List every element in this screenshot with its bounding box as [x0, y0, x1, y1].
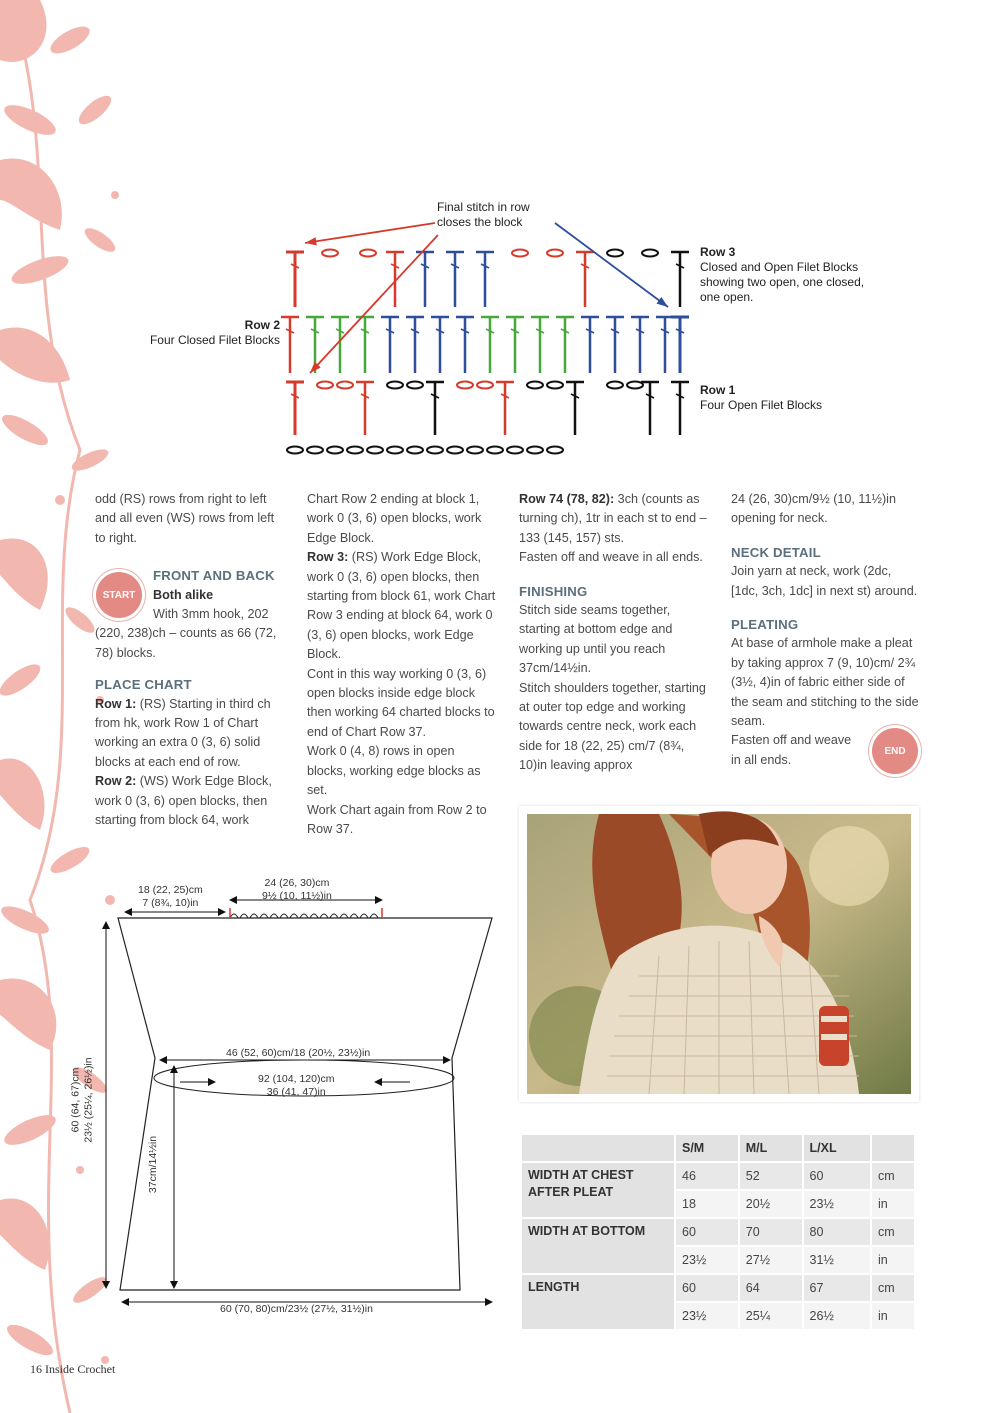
chain-stitch: [467, 447, 483, 454]
table-row: [522, 1275, 914, 1301]
size-table: [520, 1133, 916, 1331]
table-cell: 25¼: [740, 1303, 802, 1329]
page-number: 16: [30, 1362, 42, 1376]
size-header: S/M: [676, 1135, 738, 1161]
page-footer: [30, 1362, 115, 1377]
side-seam-dimension: 37cm/14½in: [147, 1135, 160, 1194]
chain-stitch: [407, 382, 423, 389]
circumference-dimension: 92 (104, 120)cm 36 (41, 47)in: [258, 1073, 335, 1098]
chain-stitch: [317, 382, 333, 389]
table-cell: 23½: [804, 1191, 870, 1217]
finishing-heading: FINISHING: [519, 583, 588, 599]
table-cell: 80: [804, 1219, 870, 1245]
chain-stitch: [607, 250, 623, 257]
chain-stitch: [607, 382, 623, 389]
chain-stitch: [327, 447, 343, 454]
chain-stitch: [407, 447, 423, 454]
intro-text: odd (RS) rows from right to left and all even (WS) rows from left to right.: [95, 492, 275, 545]
table-cell: 27½: [740, 1247, 802, 1273]
chain-stitch: [367, 447, 383, 454]
text-column-2: [307, 490, 497, 839]
table-cell: 18: [676, 1191, 738, 1217]
table-cell: 60: [676, 1219, 738, 1245]
length-dimension: 60 (64, 67)cm 23½ (25¼, 26½)in: [69, 1057, 95, 1143]
unit-cell: cm: [872, 1219, 914, 1245]
row2-legend: Row 2 Four Closed Filet Blocks: [149, 318, 280, 347]
row3-legend: Row 3 Closed and Open Filet Blocks showing two open, one closed, one open.: [700, 245, 865, 304]
table-cell: 26½: [804, 1303, 870, 1329]
neck-dimension: 24 (26, 30)cm 9½ (10, 11½)in: [262, 877, 332, 902]
start-badge: START: [96, 572, 142, 618]
size-table-header: [522, 1135, 914, 1161]
unit-cell: in: [872, 1247, 914, 1273]
end-badge: END: [872, 728, 918, 774]
open-blocks-text: Work 0 (4, 8) rows in open blocks, working edge blocks as set.: [307, 744, 481, 798]
text-column-3: [519, 490, 709, 776]
table-cell: 70: [740, 1219, 802, 1245]
chain-stitch: [507, 447, 523, 454]
chain-stitch: [642, 250, 658, 257]
size-header: L/XL: [804, 1135, 870, 1161]
chain-stitch: [527, 447, 543, 454]
chain-stitch: [360, 250, 376, 257]
unit-cell: in: [872, 1191, 914, 1217]
chain-stitch: [387, 382, 403, 389]
row2-instruction: Row 2: (WS) Work Edge Block, work 0 (3, 6) open blocks, then starting from block 64, work: [95, 774, 272, 828]
chain-stitch: [427, 447, 443, 454]
chain-stitch: [447, 447, 463, 454]
garment-schematic: [80, 870, 510, 1330]
chain-stitch: [627, 382, 643, 389]
row3-instruction: Row 3: (RS) Work Edge Block, work 0 (3, 6) open blocks, then starting from block 61, work Chart Row 3 ending at block 64, work 0 (3, 6) open blocks, work Edge Block.: [307, 550, 496, 662]
unit-cell: in: [872, 1303, 914, 1329]
chain-stitch: [547, 447, 563, 454]
table-row: [522, 1219, 914, 1245]
chain-stitch: [287, 447, 303, 454]
table-cell: 67: [804, 1275, 870, 1301]
table-cell: 64: [740, 1275, 802, 1301]
neck-detail-heading: NECK DETAIL: [731, 544, 821, 560]
chain-stitch: [547, 382, 563, 389]
neck-detail-text: Join yarn at neck, work (2dc, [1dc, 3ch, 1dc] in next st) around.: [731, 564, 918, 598]
repeat-chart-text: Work Chart again from Row 2 to Row 37.: [307, 802, 487, 836]
table-cell: 31½: [804, 1247, 870, 1273]
pleating-heading: PLEATING: [731, 617, 799, 633]
place-chart-heading: PLACE CHART: [95, 677, 192, 693]
row1-instruction: Row 1: (RS) Starting in third ch from hk, work Row 1 of Chart working an extra 0 (3, 6) solid blocks at each end of row.: [95, 696, 271, 769]
chain-stitch: [307, 447, 323, 454]
chain-stitch: [527, 382, 543, 389]
chain-stitch: [457, 382, 473, 389]
table-cell: 20½: [740, 1191, 802, 1217]
row-label: WIDTH AT BOTTOM: [522, 1219, 674, 1273]
table-row: [522, 1163, 914, 1189]
front-back-text: With 3mm hook, 202 (220, 238)ch – counts as 66 (72, 78) blocks.: [95, 607, 277, 660]
table-cell: 60: [676, 1275, 738, 1301]
table-cell: 60: [804, 1163, 870, 1189]
chain-stitch: [477, 382, 493, 389]
stitch-chart-diagram: [270, 195, 710, 465]
table-cell: 46: [676, 1163, 738, 1189]
chain-stitch: [322, 250, 338, 257]
continue-text: Cont in this way working 0 (3, 6) open blocks inside edge block then working 64 charted blocks to end of Chart Row 37.: [307, 666, 495, 739]
chain-stitch: [347, 447, 363, 454]
row74-instruction: Row 74 (78, 82): 3ch (counts as turning ch), 1tr in each st to end – 133 (145, 157) sts.: [519, 492, 707, 545]
magazine-name: Inside Crochet: [45, 1362, 116, 1376]
finishing-text-1: Stitch side seams together, starting at bottom edge and working up until you reach 37cm/14½in.: [519, 603, 673, 676]
chain-stitch: [387, 447, 403, 454]
finishing-text-2: Stitch shoulders together, starting at outer top edge and working towards centre neck, work each side for 18 (22, 25) cm/7 (8¾, 10)in leaving approx: [519, 680, 706, 773]
text-column-1: [95, 490, 285, 831]
neck-opening-text: 24 (26, 30)cm/9½ (10, 11½)in opening for neck.: [731, 492, 896, 526]
chart-callout: Final stitch in row closes the block: [437, 200, 530, 229]
chest-dimension: 46 (52, 60)cm/18 (20½, 23½)in: [226, 1047, 371, 1059]
unit-cell: cm: [872, 1163, 914, 1189]
row1-legend: Row 1 Four Open Filet Blocks: [700, 383, 823, 412]
row-label: LENGTH: [522, 1275, 674, 1329]
row-label: WIDTH AT CHEST AFTER PLEAT: [522, 1163, 674, 1217]
both-alike-text: Both alike: [153, 587, 214, 602]
bottom-dimension: 60 (70, 80)cm/23½ (27½, 31½)in: [220, 1303, 373, 1315]
fasten-off-text: Fasten off and weave in all ends.: [519, 550, 703, 565]
table-cell: 52: [740, 1163, 802, 1189]
table-cell: 23½: [676, 1247, 738, 1273]
chain-stitch: [512, 250, 528, 257]
chart-row2-text: Chart Row 2 ending at block 1, work 0 (3, 6) open blocks, work Edge Block.: [307, 492, 482, 545]
unit-cell: cm: [872, 1275, 914, 1301]
table-cell: 23½: [676, 1303, 738, 1329]
chain-stitch: [487, 447, 503, 454]
front-back-heading: FRONT AND BACK: [153, 568, 275, 584]
shoulder-dimension: 18 (22, 25)cm 7 (8¾, 10)in: [138, 884, 203, 909]
chain-stitch: [547, 250, 563, 257]
chain-stitch: [337, 382, 353, 389]
pleating-end-text: Fasten off and weave in all ends.: [731, 733, 852, 767]
pleating-text: At base of armhole make a pleat by taking approx 7 (9, 10)cm/ 2¾ (3½, 4)in of fabric either side of the seam and stitching to the side seam.: [731, 636, 919, 729]
size-header: M/L: [740, 1135, 802, 1161]
model-photo: [519, 806, 919, 1102]
